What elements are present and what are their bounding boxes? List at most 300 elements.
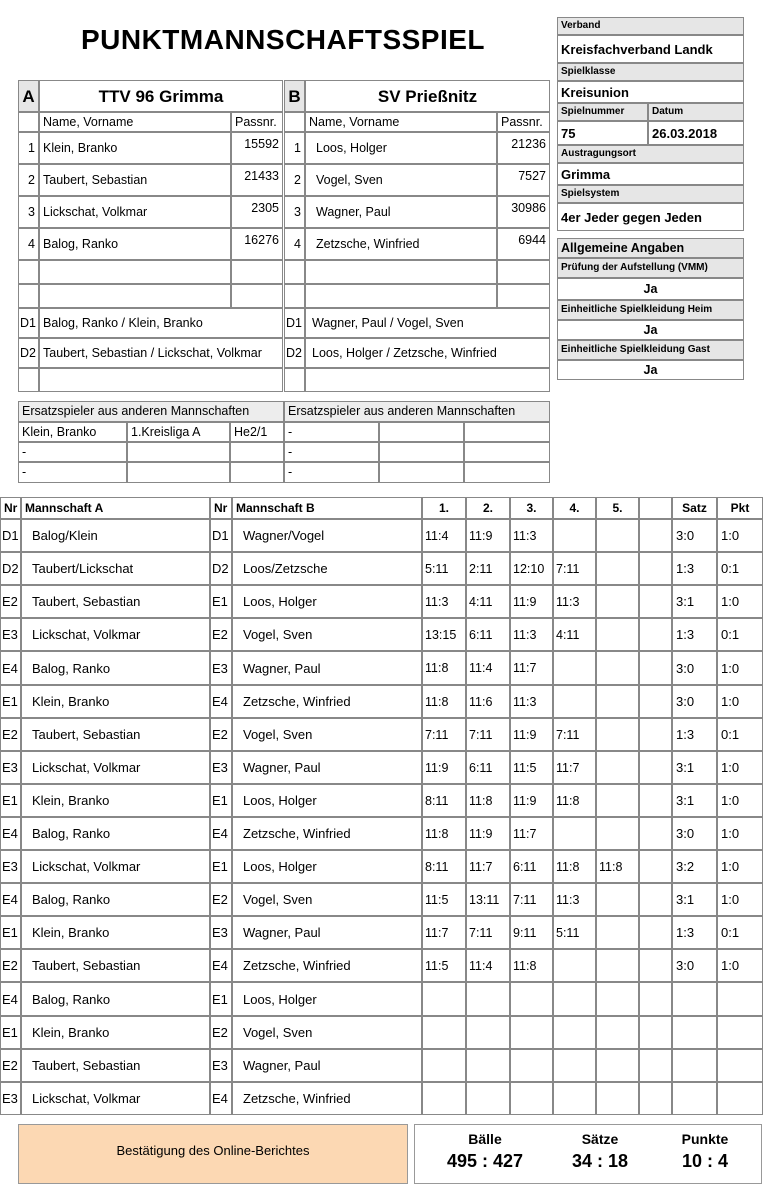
match-nr-a: E2 [0,585,21,618]
match-satz: 3:0 [672,817,717,850]
match-player-a: Balog, Ranko [21,817,210,850]
match-pkt: 1:0 [717,751,763,784]
match-set-2: 13:11 [466,883,510,916]
match-player-a: Taubert, Sebastian [21,585,210,618]
match-set-5 [596,552,639,585]
substitutes-b-heading: Ersatzspieler aus anderen Mannschaften [284,401,550,422]
match-player-b: Vogel, Sven [232,1016,422,1049]
sub-b-col2 [379,442,464,462]
match-set-4: 5:11 [553,916,596,949]
match-nr-a: E3 [0,618,21,651]
match-satz: 3:0 [672,685,717,718]
match-nr-b: E4 [210,685,232,718]
header-set-1: 1. [422,497,466,519]
match-nr-b: D2 [210,552,232,585]
match-pkt: 1:0 [717,949,763,982]
team-a-player-pass: 15592 [231,132,283,164]
team-a-nr-head [18,112,39,132]
match-nr-a: E1 [0,1016,21,1049]
match-satz [672,982,717,1016]
match-set-5 [596,751,639,784]
match-set-1: 7:11 [422,718,466,751]
match-set-2 [466,982,510,1016]
team-a-player-nr: 1 [18,132,39,164]
match-set-3: 6:11 [510,850,553,883]
match-set-2: 11:7 [466,850,510,883]
match-set-3: 11:9 [510,784,553,817]
match-pkt: 0:1 [717,618,763,651]
sub-b-name: - [284,422,379,442]
team-a-player-name: Balog, Ranko [39,228,231,260]
match-player-a: Klein, Branko [21,1016,210,1049]
match-nr-a: E1 [0,784,21,817]
system-value: 4er Jeder gegen Jeden [557,203,744,231]
team-b-double-nr: D1 [284,308,305,338]
match-set-2: 2:11 [466,552,510,585]
match-pkt: 1:0 [717,519,763,552]
match-blank [639,916,672,949]
match-set-4: 4:11 [553,618,596,651]
match-set-2 [466,1082,510,1115]
sets-value: 34 : 18 [571,1151,629,1171]
header-team-a: Mannschaft A [21,497,210,519]
match-nr-a: E2 [0,718,21,751]
team-a-player-pass: 21433 [231,164,283,196]
match-nr-b: E2 [210,1016,232,1049]
header-satz: Satz [672,497,717,519]
match-player-b: Loos, Holger [232,784,422,817]
header-nr-a: Nr [0,497,21,519]
sub-a-name: - [18,442,127,462]
match-set-5 [596,685,639,718]
online-report-confirmation [18,1124,408,1184]
match-set-4 [553,1049,596,1082]
match-set-1: 11:7 [422,916,466,949]
team-a-double-nr: D1 [18,308,39,338]
match-blank [639,850,672,883]
general-label-3: Einheitliche Spielkleidung Gast [557,340,744,360]
match-nr-b: E1 [210,784,232,817]
team-b-double-name: Loos, Holger / Zetzsche, Winfried [305,338,550,368]
header-set-5: 5. [596,497,639,519]
match-set-4 [553,685,596,718]
team-a-player-nr: 4 [18,228,39,260]
match-set-3: 11:7 [510,817,553,850]
match-player-b: Vogel, Sven [232,618,422,651]
match-nr-b: E3 [210,751,232,784]
match-blank [639,519,672,552]
match-satz: 1:3 [672,916,717,949]
match-set-1: 13:15 [422,618,466,651]
match-player-b: Wagner, Paul [232,916,422,949]
match-player-a: Klein, Branko [21,685,210,718]
match-nr-a: D1 [0,519,21,552]
match-satz: 3:1 [672,883,717,916]
match-satz: 3:1 [672,784,717,817]
match-set-3: 11:3 [510,519,553,552]
match-set-4 [553,651,596,685]
match-blank [639,883,672,916]
match-set-3: 11:9 [510,718,553,751]
match-pkt: 1:0 [717,585,763,618]
sub-b-col2 [379,462,464,483]
match-set-2: 11:6 [466,685,510,718]
team-a-player-pass: 16276 [231,228,283,260]
team-a-player-pass: 2305 [231,196,283,228]
verband-label: Verband [557,17,744,35]
match-set-2: 11:8 [466,784,510,817]
match-set-4 [553,949,596,982]
team-b-player-pass: 7527 [497,164,550,196]
match-satz: 1:3 [672,618,717,651]
sub-a-team [127,462,230,483]
team-b-col-pass: Passnr. [497,112,550,132]
match-nr-b: E1 [210,982,232,1016]
match-pkt: 1:0 [717,850,763,883]
header-team-b: Mannschaft B [232,497,422,519]
general-label-1: Prüfung der Aufstellung (VMM) [557,258,744,278]
match-set-2: 6:11 [466,751,510,784]
match-set-5 [596,916,639,949]
match-nr-a: E1 [0,685,21,718]
match-blank [639,982,672,1016]
team-b-player-name: Zetzsche, Winfried [305,228,497,260]
empty-cell [39,284,231,308]
match-blank [639,1016,672,1049]
empty-cell [284,284,305,308]
match-set-2: 6:11 [466,618,510,651]
empty-cell [231,260,283,284]
match-set-2: 11:4 [466,651,510,685]
team-b-player-nr: 1 [284,132,305,164]
match-player-b: Wagner, Paul [232,651,422,685]
empty-cell [305,368,550,392]
match-set-1: 8:11 [422,850,466,883]
match-set-1 [422,1049,466,1082]
team-b-player-nr: 4 [284,228,305,260]
match-nr-b: D1 [210,519,232,552]
match-set-3: 11:3 [510,685,553,718]
match-blank [639,718,672,751]
match-set-2: 4:11 [466,585,510,618]
sub-a-pos [230,462,284,483]
match-player-b: Zetzsche, Winfried [232,685,422,718]
spielnummer-value: 75 [557,121,648,145]
team-b-letter: B [284,80,305,112]
match-player-a: Klein, Branko [21,784,210,817]
team-b-double-nr: D2 [284,338,305,368]
match-blank [639,751,672,784]
sub-a-pos: He2/1 [230,422,284,442]
match-nr-a: E2 [0,949,21,982]
team-a-double-nr: D2 [18,338,39,368]
team-b-nr-head [284,112,305,132]
match-player-b: Wagner, Paul [232,1049,422,1082]
match-nr-a: E4 [0,982,21,1016]
match-nr-b: E3 [210,1049,232,1082]
match-pkt: 1:0 [717,651,763,685]
match-set-5 [596,585,639,618]
match-set-1: 11:9 [422,751,466,784]
match-satz: 3:2 [672,850,717,883]
match-set-4: 11:7 [553,751,596,784]
confirmation-label: Bestätigung des Online-Berichtes [116,1143,310,1158]
sub-a-pos [230,442,284,462]
match-set-1: 11:8 [422,685,466,718]
balls-label: Bälle [468,1131,502,1147]
empty-cell [305,260,497,284]
match-set-3: 11:5 [510,751,553,784]
empty-cell [39,368,283,392]
match-pkt: 1:0 [717,784,763,817]
general-value-1: Ja [557,278,744,300]
match-nr-b: E1 [210,850,232,883]
match-pkt [717,1082,763,1115]
match-player-a: Balog, Ranko [21,982,210,1016]
match-set-1: 11:8 [422,651,466,685]
match-set-5 [596,618,639,651]
match-nr-a: E1 [0,916,21,949]
match-pkt: 0:1 [717,552,763,585]
match-player-b: Zetzsche, Winfried [232,817,422,850]
team-a-name: TTV 96 Grimma [39,80,283,112]
header-blank [639,497,672,519]
match-set-3: 12:10 [510,552,553,585]
match-set-3 [510,1082,553,1115]
match-set-4: 7:11 [553,718,596,751]
match-blank [639,949,672,982]
match-satz [672,1049,717,1082]
match-nr-b: E2 [210,883,232,916]
team-a-double-name: Taubert, Sebastian / Lickschat, Volkmar [39,338,283,368]
team-b-name: SV Prießnitz [305,80,550,112]
match-set-3: 11:3 [510,618,553,651]
match-nr-a: E2 [0,1049,21,1082]
match-set-3 [510,982,553,1016]
match-set-3: 11:9 [510,585,553,618]
match-nr-a: E3 [0,1082,21,1115]
match-satz: 3:0 [672,651,717,685]
empty-cell [497,284,550,308]
match-satz: 3:0 [672,949,717,982]
match-set-5 [596,651,639,685]
match-set-5: 11:8 [596,850,639,883]
match-set-3: 11:8 [510,949,553,982]
sub-b-col3 [464,422,550,442]
match-pkt: 1:0 [717,883,763,916]
verband-value: Kreisfachverband Landk [557,35,744,63]
sub-a-team [127,442,230,462]
match-player-b: Wagner/Vogel [232,519,422,552]
match-set-2: 11:4 [466,949,510,982]
match-set-3 [510,1016,553,1049]
match-player-a: Lickschat, Volkmar [21,1082,210,1115]
match-player-b: Vogel, Sven [232,883,422,916]
match-set-1: 11:5 [422,949,466,982]
match-set-4: 11:8 [553,784,596,817]
team-b-player-pass: 30986 [497,196,550,228]
team-b-player-pass: 6944 [497,228,550,260]
match-nr-b: E2 [210,618,232,651]
ort-label: Austragungsort [557,145,744,163]
match-player-a: Lickschat, Volkmar [21,850,210,883]
team-b-player-name: Vogel, Sven [305,164,497,196]
datum-value: 26.03.2018 [648,121,744,145]
match-nr-a: E4 [0,883,21,916]
spielklasse-value: Kreisunion [557,81,744,103]
points-value: 10 : 4 [681,1151,729,1171]
match-satz: 1:3 [672,552,717,585]
match-nr-a: D2 [0,552,21,585]
match-set-3 [510,1049,553,1082]
match-nr-b: E1 [210,585,232,618]
general-heading: Allgemeine Angaben [557,238,744,258]
match-set-5 [596,982,639,1016]
match-satz: 3:0 [672,519,717,552]
team-a-player-nr: 2 [18,164,39,196]
sub-a-name: Klein, Branko [18,422,127,442]
header-nr-b: Nr [210,497,232,519]
match-player-b: Zetzsche, Winfried [232,949,422,982]
match-player-b: Loos/Zetzsche [232,552,422,585]
match-set-5 [596,1016,639,1049]
ort-value: Grimma [557,163,744,185]
match-set-1: 5:11 [422,552,466,585]
empty-cell [305,284,497,308]
page-title: PUNKTMANNSCHAFTSSPIEL [80,24,486,55]
match-set-2: 11:9 [466,519,510,552]
match-nr-b: E3 [210,651,232,685]
match-set-4: 11:8 [553,850,596,883]
match-set-1 [422,982,466,1016]
match-player-a: Klein, Branko [21,916,210,949]
team-a-col-name: Name, Vorname [39,112,231,132]
general-label-2: Einheitliche Spielkleidung Heim [557,300,744,320]
match-pkt [717,1016,763,1049]
match-set-5 [596,817,639,850]
match-set-2: 7:11 [466,916,510,949]
sub-a-name: - [18,462,127,483]
empty-cell [39,260,231,284]
match-player-a: Balog/Klein [21,519,210,552]
match-player-b: Zetzsche, Winfried [232,1082,422,1115]
balls-value: 495 : 427 [446,1151,524,1171]
match-nr-a: E3 [0,850,21,883]
match-blank [639,784,672,817]
match-set-5 [596,1049,639,1082]
sets-label: Sätze [581,1131,619,1147]
match-pkt: 0:1 [717,916,763,949]
system-label: Spielsystem [557,185,744,203]
team-a-player-name: Klein, Branko [39,132,231,164]
match-blank [639,817,672,850]
header-set-2: 2. [466,497,510,519]
match-set-2: 11:9 [466,817,510,850]
match-set-2 [466,1016,510,1049]
match-set-5 [596,883,639,916]
general-value-2: Ja [557,320,744,340]
match-nr-a: E3 [0,751,21,784]
header-set-3: 3. [510,497,553,519]
team-b-player-pass: 21236 [497,132,550,164]
match-set-5 [596,718,639,751]
sub-a-team: 1.Kreisliga A [127,422,230,442]
sub-b-col3 [464,462,550,483]
match-pkt [717,1049,763,1082]
match-satz: 1:3 [672,718,717,751]
match-pkt: 0:1 [717,718,763,751]
match-set-5 [596,1082,639,1115]
match-set-1: 11:8 [422,817,466,850]
match-satz [672,1016,717,1049]
match-set-4 [553,1082,596,1115]
match-set-1: 11:5 [422,883,466,916]
match-set-2 [466,1049,510,1082]
match-set-5 [596,519,639,552]
team-a-double-name: Balog, Ranko / Klein, Branko [39,308,283,338]
match-set-1: 8:11 [422,784,466,817]
match-player-a: Balog, Ranko [21,883,210,916]
match-set-1: 11:4 [422,519,466,552]
general-value-3: Ja [557,360,744,380]
match-set-4 [553,982,596,1016]
team-a-player-name: Lickschat, Volkmar [39,196,231,228]
match-set-1 [422,1082,466,1115]
match-pkt: 1:0 [717,817,763,850]
match-player-b: Vogel, Sven [232,718,422,751]
match-set-3: 9:11 [510,916,553,949]
match-blank [639,651,672,685]
team-b-player-nr: 3 [284,196,305,228]
match-set-4 [553,1016,596,1049]
spielnummer-label: Spielnummer [557,103,648,121]
match-set-1 [422,1016,466,1049]
spielklasse-label: Spielklasse [557,63,744,81]
match-player-a: Taubert, Sebastian [21,1049,210,1082]
team-a-player-nr: 3 [18,196,39,228]
totals-box [414,1124,762,1184]
match-nr-b: E4 [210,949,232,982]
team-b-player-name: Loos, Holger [305,132,497,164]
match-blank [639,1082,672,1115]
match-set-5 [596,784,639,817]
match-player-a: Lickschat, Volkmar [21,618,210,651]
match-player-b: Loos, Holger [232,982,422,1016]
match-set-4: 7:11 [553,552,596,585]
header-set-4: 4. [553,497,596,519]
match-satz: 3:1 [672,585,717,618]
empty-cell [18,284,39,308]
substitutes-a-heading: Ersatzspieler aus anderen Mannschaften [18,401,284,422]
team-b-player-name: Wagner, Paul [305,196,497,228]
points-label: Punkte [681,1131,729,1147]
match-player-a: Taubert/Lickschat [21,552,210,585]
match-nr-b: E3 [210,916,232,949]
match-satz [672,1082,717,1115]
match-satz: 3:1 [672,751,717,784]
sub-b-col2 [379,422,464,442]
team-a-letter: A [18,80,39,112]
empty-cell [497,260,550,284]
match-nr-b: E2 [210,718,232,751]
match-set-4: 11:3 [553,585,596,618]
match-player-b: Loos, Holger [232,850,422,883]
match-set-3: 11:7 [510,651,553,685]
match-player-b: Loos, Holger [232,585,422,618]
datum-label: Datum [648,103,744,121]
match-blank [639,618,672,651]
match-player-a: Taubert, Sebastian [21,949,210,982]
